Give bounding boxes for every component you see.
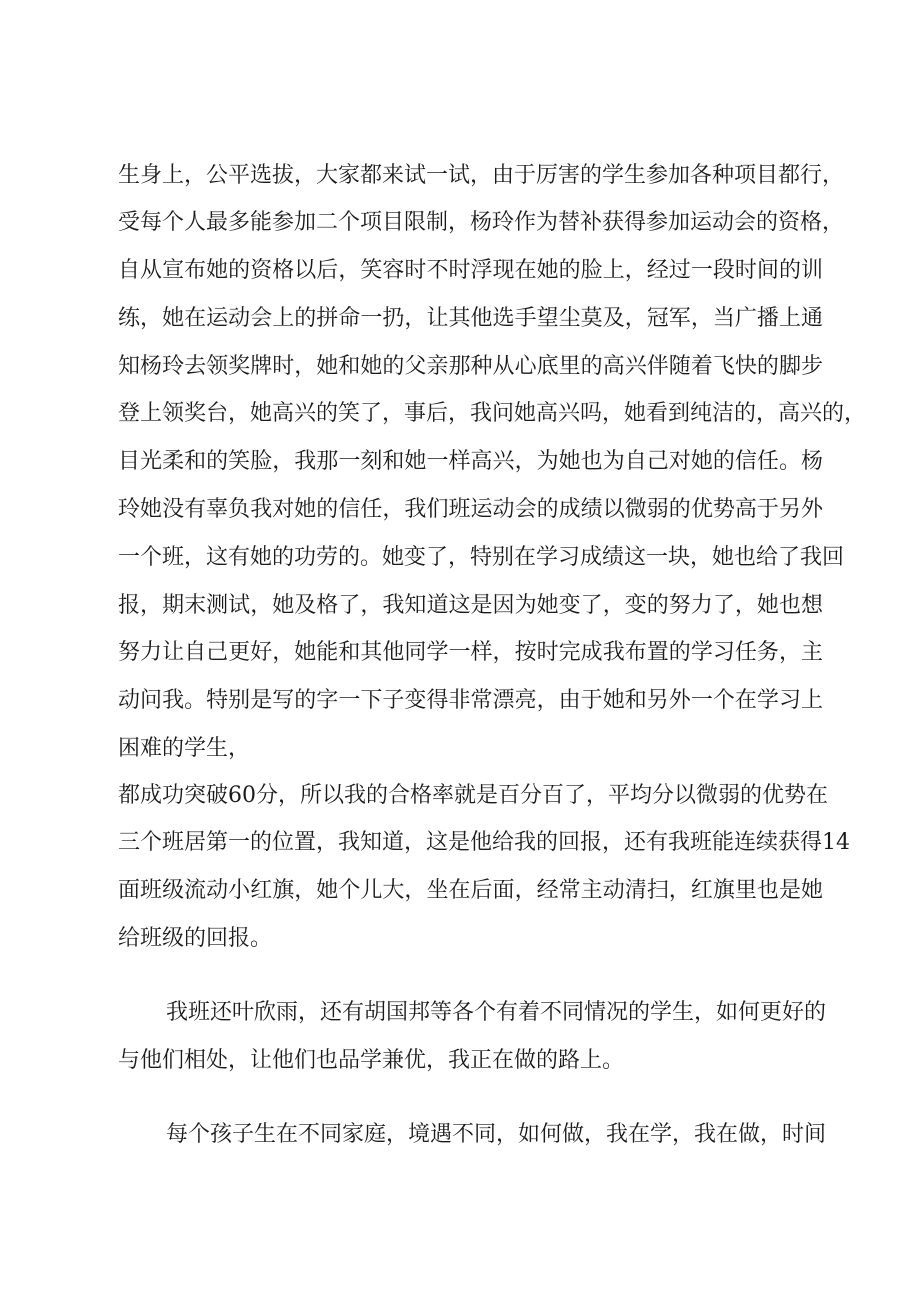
text-line: 生身上，公平选拔，大家都来试一试，由于厉害的学生参加各种项目都行， <box>118 163 845 188</box>
text-line: 都成功突破60分，所以我的合格率就是百分百了，平均分以微弱的优势在 <box>118 783 828 808</box>
text-line: 玲她没有辜负我对她的信任，我们班运动会的成绩以微弱的优势高于另外 <box>118 497 823 522</box>
text-line: 动问我。特别是写的字一下子变得非常漂亮，由于她和另外一个在学习上 <box>118 688 823 713</box>
text-line: 努力让自己更好，她能和其他同学一样，按时完成我布置的学习任务，主 <box>118 640 823 665</box>
text-line: 练，她在运动会上的拼命一扔，让其他选手望尘莫及，冠军，当广播上通 <box>118 306 823 331</box>
text-line: 我班还叶欣雨，还有胡国邦等各个有着不同情况的学生，如何更好的 <box>166 1000 827 1025</box>
text-line: 面班级流动小红旗，她个儿大，坐在后面，经常主动清扫，红旗里也是她 <box>118 878 823 903</box>
text-line: 一个班，这有她的功劳的。她变了，特别在学习成绩这一块，她也给了我回 <box>118 545 845 570</box>
text-line: 知杨玲去领奖牌时，她和她的父亲那种从心底里的高兴伴随着飞快的脚步 <box>118 354 823 379</box>
text-line: 报，期末测试，她及格了，我知道这是因为她变了，变的努力了，她也想 <box>118 593 823 618</box>
text-line: 三个班居第一的位置，我知道，这是他给我的回报，还有我班能连续获得14 <box>118 830 850 855</box>
text-line: 受每个人最多能参加二个项目限制，杨玲作为替补获得参加运动会的资格， <box>118 210 845 235</box>
text-line: 困难的学生， <box>118 736 251 761</box>
text-line: 目光柔和的笑脸，我那一刻和她一样高兴，为她也为自己对她的信任。杨 <box>118 449 823 474</box>
text-line: 每个孩子生在不同家庭，境遇不同，如何做，我在学，我在做，时间 <box>166 1122 827 1147</box>
text-line: 登上领奖台，她高兴的笑了，事后，我问她高兴吗，她看到纯洁的，高兴的， <box>118 401 867 426</box>
text-line: 自从宣布她的资格以后，笑容时不时浮现在她的脸上，经过一段时间的训 <box>118 258 823 283</box>
text-line: 与他们相处，让他们也品学兼优，我正在做的路上。 <box>118 1048 625 1073</box>
text-line: 给班级的回报。 <box>118 926 273 951</box>
